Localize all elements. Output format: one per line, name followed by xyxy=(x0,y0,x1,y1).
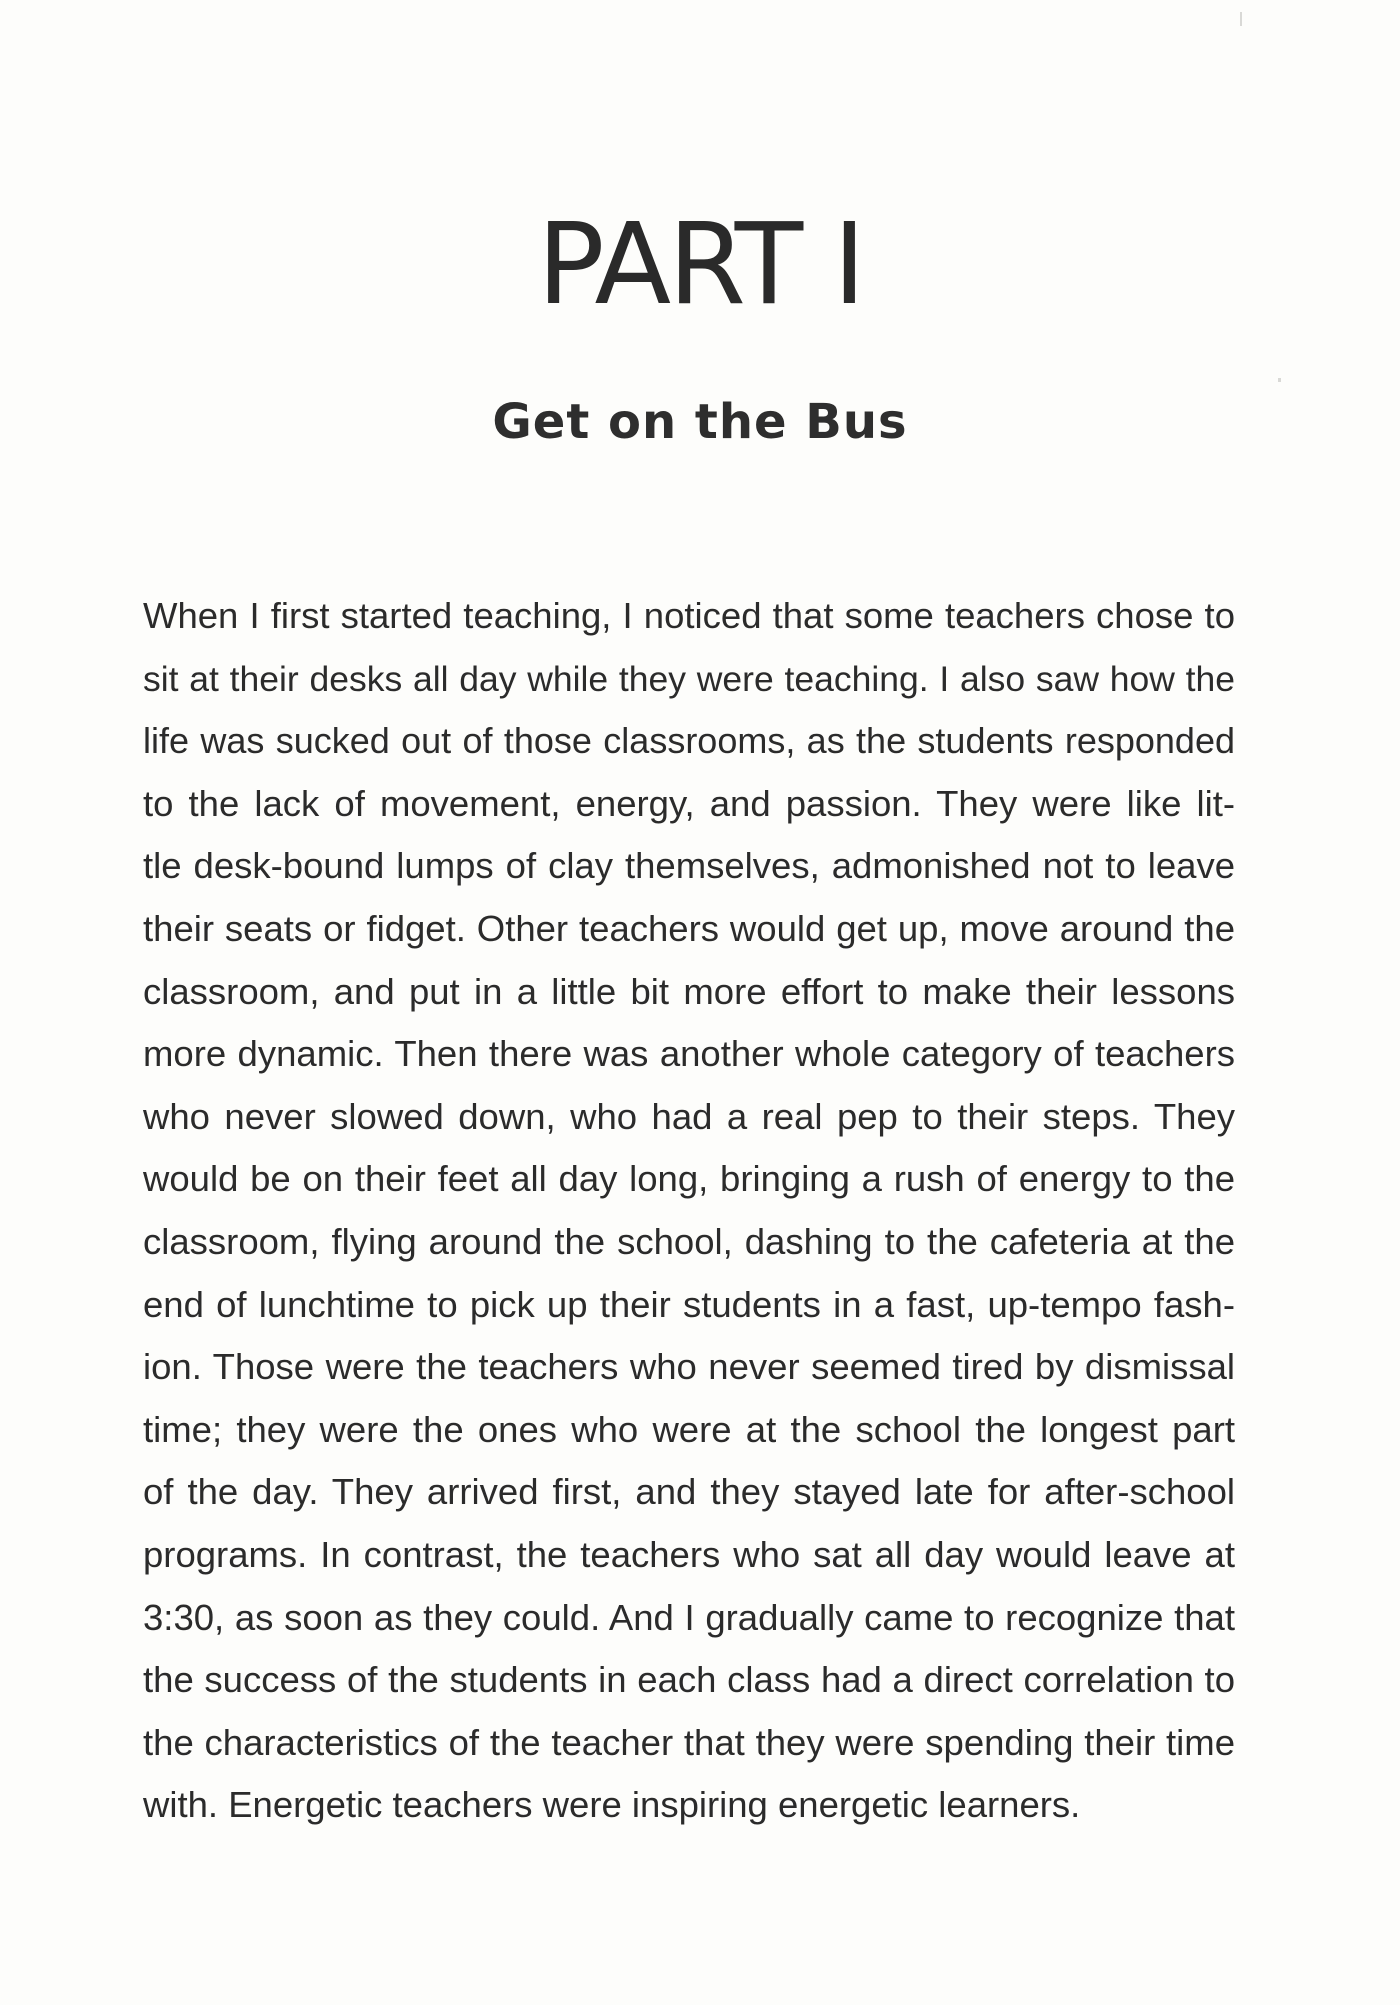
paragraph-line: classroom, flying around the school, dashing to the cafeteria at the xyxy=(143,1220,1235,1262)
chapter-subtitle: Get on the Bus xyxy=(492,394,908,450)
part-title: PART I xyxy=(537,200,863,330)
paragraph-line: with. Energetic teachers were inspiring energetic learners. xyxy=(143,1784,1081,1826)
paragraph-line: the characteristics of the teacher that they were spending their time xyxy=(143,1721,1235,1763)
paragraph-line: 3:30, as soon as they could. And I gradually came to recognize that xyxy=(143,1596,1235,1638)
paragraph-line: end of lunchtime to pick up their students in a fast, up-tempo fash- xyxy=(143,1283,1235,1325)
paragraph-line: to the lack of movement, energy, and passion. They were like lit- xyxy=(143,782,1235,824)
paragraph-line: their seats or fidget. Other teachers would get up, move around the xyxy=(143,907,1235,949)
paragraph-line: sit at their desks all day while they were teaching. I also saw how the xyxy=(143,658,1235,699)
scan-speck xyxy=(1240,12,1242,26)
paragraph-line: who never slowed down, who had a real pep to their steps. They xyxy=(143,1095,1235,1137)
paragraph-line: of the day. They arrived first, and they stayed late for after-school xyxy=(143,1471,1235,1513)
paragraph-line: more dynamic. Then there was another whole category of teachers xyxy=(143,1033,1235,1075)
body-paragraph xyxy=(143,585,1235,1837)
paragraph-line: When I first started teaching, I noticed that some teachers chose to xyxy=(143,595,1235,636)
paragraph-line: ion. Those were the teachers who never seemed tired by dismissal xyxy=(143,1346,1235,1388)
paragraph-line: programs. In contrast, the teachers who sat all day would leave at xyxy=(143,1533,1235,1575)
paragraph-line: tle desk-bound lumps of clay themselves, admonished not to leave xyxy=(143,845,1235,887)
paragraph-line: life was sucked out of those classrooms, as the students responded xyxy=(143,720,1235,762)
paragraph-line: time; they were the ones who were at the school the longest part xyxy=(143,1408,1235,1450)
scan-speck xyxy=(1278,378,1281,382)
paragraph-line: classroom, and put in a little bit more effort to make their lessons xyxy=(143,970,1235,1012)
paragraph-line: the success of the students in each class had a direct correlation to xyxy=(143,1659,1235,1701)
paragraph-line: would be on their feet all day long, bringing a rush of energy to the xyxy=(143,1158,1235,1200)
